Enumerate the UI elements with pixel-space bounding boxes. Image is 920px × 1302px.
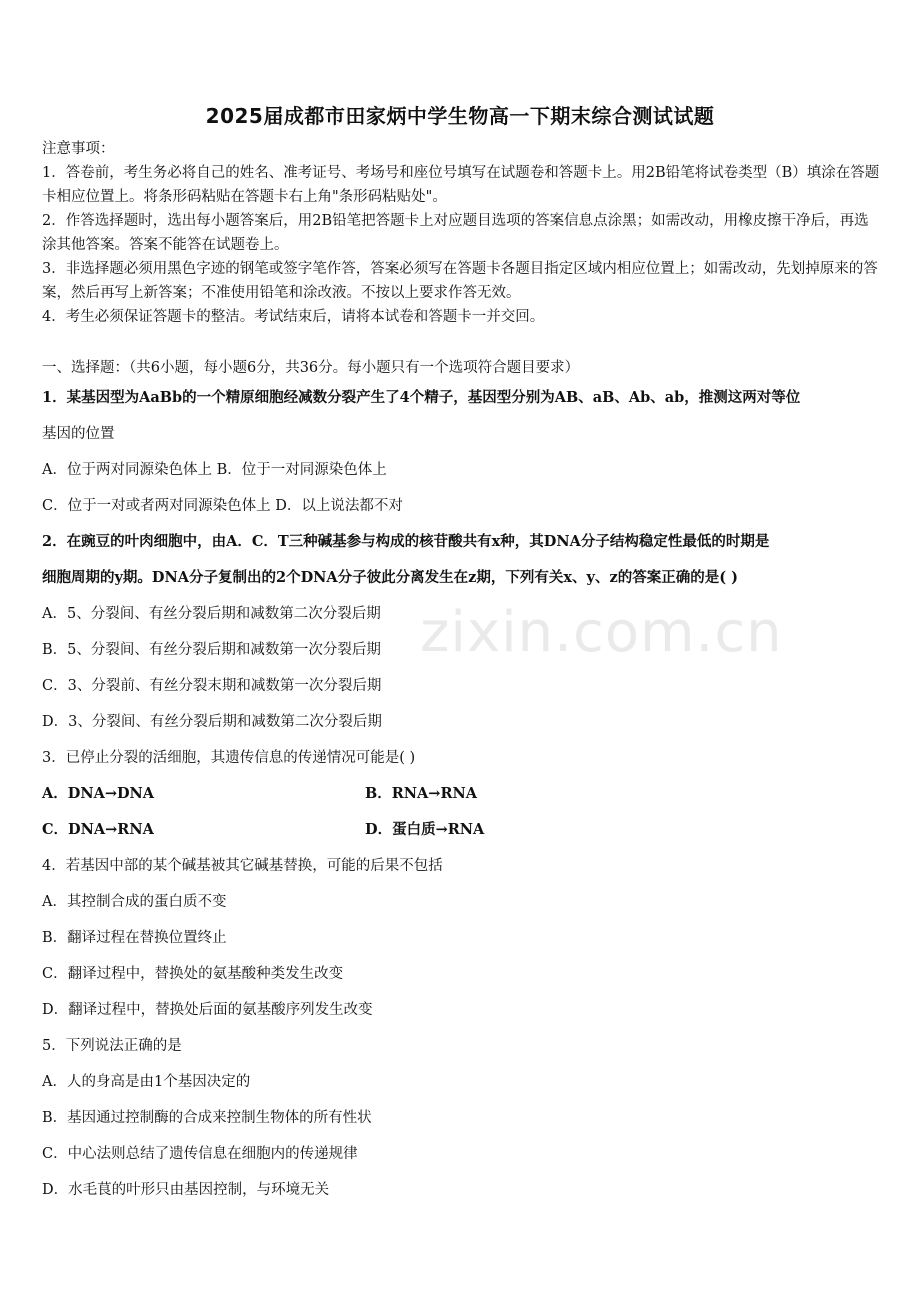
q5-option-a: A．人的身高是由1个基因决定的 xyxy=(42,1074,251,1090)
q3-option-d: D．蛋白质→RNA xyxy=(365,821,485,838)
q2-stem-line2: 细胞周期的y期。DNA分子复制出的2个DNA分子彼此分离发生在z期，下列有关x、y、z的答案正确的是( ) xyxy=(42,569,738,586)
section-heading: 一、选择题：（共6小题，每小题6分，共36分。每小题只有一个选项符合题目要求） xyxy=(42,360,580,376)
q1-stem-line2: 基因的位置 xyxy=(42,426,115,442)
q4-option-d: D．翻译过程中，替换处后面的氨基酸序列发生改变 xyxy=(42,1002,373,1018)
page-title: 2025届成都市田家炳中学生物高一下期末综合测试试题 xyxy=(205,104,715,128)
notice-heading: 注意事项： xyxy=(42,141,115,157)
q3-option-c: C．DNA→RNA xyxy=(42,821,154,838)
q4-stem: 4．若基因中部的某个碱基被其它碱基替换，可能的后果不包括 xyxy=(42,858,443,874)
q5-stem: 5．下列说法正确的是 xyxy=(42,1038,182,1054)
q4-option-a: A．其控制合成的蛋白质不变 xyxy=(42,894,227,910)
q3-options-row2 xyxy=(42,818,882,839)
q5-option-b: B．基因通过控制酶的合成来控制生物体的所有性状 xyxy=(42,1110,372,1126)
notice-item-3: 3．非选择题必须用黑色字迹的钢笔或签字笔作答，答案必须写在答题卡各题目指定区域内相应位置上；如需改动，先划掉原来的答案，然后再写上新答案；不准使用铅笔和涂改液。不按以上要求作答无效。 xyxy=(42,261,878,301)
q3-option-a: A．DNA→DNA xyxy=(42,785,155,802)
q5-option-d: D．水毛茛的叶形只由基因控制，与环境无关 xyxy=(42,1182,330,1198)
q1-options-line2: C．位于一对或者两对同源染色体上 D．以上说法都不对 xyxy=(42,498,403,514)
notice-item-4: 4．考生必须保证答题卡的整洁。考试结束后，请将本试卷和答题卡一并交回。 xyxy=(42,309,545,325)
q2-option-c: C．3、分裂前、有丝分裂末期和减数第一次分裂后期 xyxy=(42,678,382,694)
q2-stem-line1: 2．在豌豆的叶肉细胞中，由A．C．T三种碱基参与构成的核苷酸共有x种，其DNA分子结构稳定性最低的时期是 xyxy=(42,533,770,550)
notice-item-1: 1．答卷前，考生务必将自己的姓名、准考证号、考场号和座位号填写在试题卷和答题卡上。用2B铅笔将试卷类型（B）填涂在答题卡相应位置上。将条形码粘贴在答题卡右上角"条形码粘贴处"。 xyxy=(42,165,880,205)
q4-option-c: C．翻译过程中，替换处的氨基酸种类发生改变 xyxy=(42,966,344,982)
q3-stem: 3．已停止分裂的活细胞，其遗传信息的传递情况可能是( ) xyxy=(42,750,416,766)
notice-item-2: 2．作答选择题时，选出每小题答案后，用2B铅笔把答题卡上对应题目选项的答案信息点涂黑；如需改动，用橡皮擦干净后，再选涂其他答案。答案不能答在试题卷上。 xyxy=(42,213,869,253)
q2-option-d: D．3、分裂间、有丝分裂后期和减数第二次分裂后期 xyxy=(42,714,382,730)
q2-option-b: B．5、分裂间、有丝分裂后期和减数第一次分裂后期 xyxy=(42,642,381,658)
q3-option-b: B．RNA→RNA xyxy=(365,785,478,802)
q3-options-row1 xyxy=(42,782,882,803)
q4-option-b: B．翻译过程在替换位置终止 xyxy=(42,930,227,946)
q5-option-c: C．中心法则总结了遗传信息在细胞内的传递规律 xyxy=(42,1146,358,1162)
q2-option-a: A．5、分裂间、有丝分裂后期和减数第二次分裂后期 xyxy=(42,606,381,622)
watermark: zixin.com.cn xyxy=(420,600,783,665)
q1-options-line1: A．位于两对同源染色体上 B．位于一对同源染色体上 xyxy=(42,462,387,478)
q1-stem-line1: 1．某基因型为AaBb的一个精原细胞经减数分裂产生了4个精子，基因型分别为AB、aB、Ab、ab，推测这两对等位 xyxy=(42,389,801,406)
